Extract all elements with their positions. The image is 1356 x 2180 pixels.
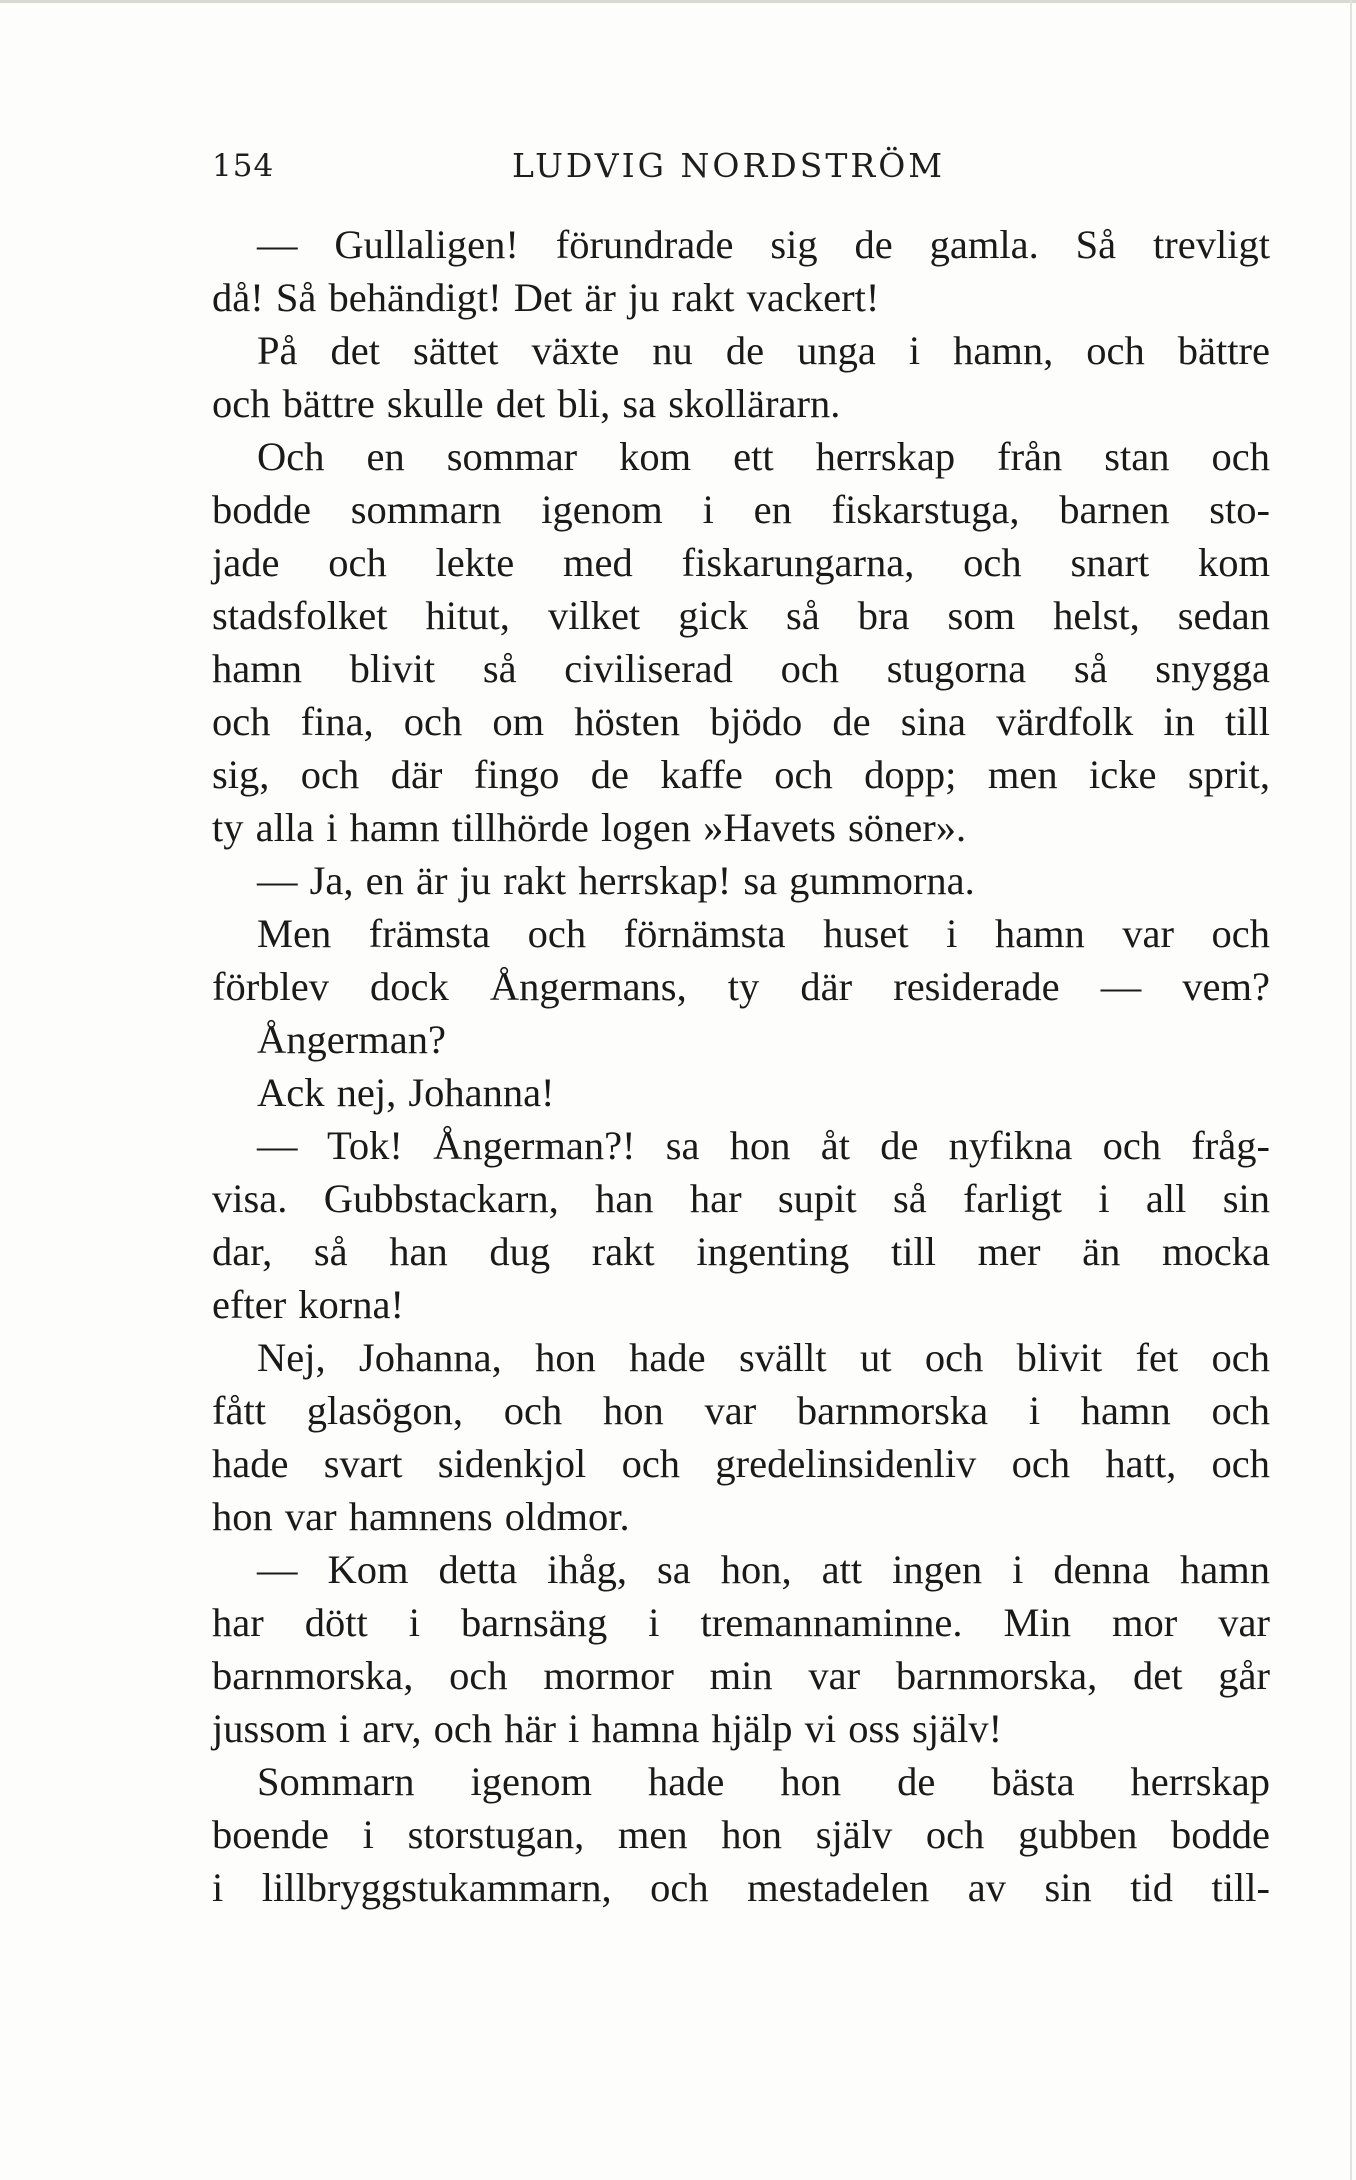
text-line: barnmorska, och mormor min var barnmorska, det går <box>212 1653 1270 1698</box>
text-line: stadsfolket hitut, vilket gick så bra som helst, sedan <box>212 593 1270 638</box>
text-line: efter korna! <box>212 1282 405 1327</box>
text-line: På det sättet växte nu de unga i hamn, och bättre <box>257 328 1270 373</box>
text-line: hade svart sidenkjol och gredelinsidenliv och hatt, och <box>212 1441 1270 1486</box>
text-line: — Tok! Ångerman?! sa hon åt de nyfikna och fråg- <box>257 1123 1270 1168</box>
text-line: Och en sommar kom ett herrskap från stan och <box>257 434 1270 479</box>
text-line: bodde sommarn igenom i en fiskarstuga, barnen sto- <box>212 487 1270 532</box>
text-line: fått glasögon, och hon var barnmorska i hamn och <box>212 1388 1270 1433</box>
text-line: har dött i barnsäng i tremannaminne. Min mor var <box>212 1600 1270 1645</box>
running-head: LUDVIG NORDSTRÖM <box>512 146 946 185</box>
text-line: ty alla i hamn tillhörde logen »Havets söner». <box>212 805 967 850</box>
text-line: hamn blivit så civiliserad och stugorna så snygga <box>212 646 1270 691</box>
text-line: och fina, och om hösten bjödo de sina värdfolk in till <box>212 699 1270 744</box>
text-line: dar, så han dug rakt ingenting till mer än mocka <box>212 1229 1270 1274</box>
text-line: Sommarn igenom hade hon de bästa herrskap <box>257 1759 1270 1804</box>
text-line: Ångerman? <box>257 1017 446 1062</box>
text-line: Ack nej, Johanna! <box>257 1070 555 1115</box>
page-number: 154 <box>212 148 275 184</box>
text-line: — Kom detta ihåg, sa hon, att ingen i denna hamn <box>257 1547 1270 1592</box>
text-line: — Gullaligen! förundrade sig de gamla. Så trevligt <box>257 222 1270 267</box>
text-line: boende i storstugan, men hon själv och gubben bodde <box>212 1812 1270 1857</box>
page-right-edge <box>1350 0 1352 2180</box>
text-line: jade och lekte med fiskarungarna, och snart kom <box>212 540 1270 585</box>
text-line: då! Så behändigt! Det är ju rakt vackert! <box>212 275 880 320</box>
page-top-edge <box>0 0 1356 3</box>
text-line: visa. Gubbstackarn, han har supit så farligt i all sin <box>212 1176 1270 1221</box>
text-line: Nej, Johanna, hon hade svällt ut och blivit fet och <box>257 1335 1270 1380</box>
text-line: jussom i arv, och här i hamna hjälp vi oss själv! <box>212 1706 1003 1751</box>
text-line: i lillbryggstukammarn, och mestadelen av sin tid till- <box>212 1865 1270 1910</box>
page-header <box>212 144 1272 194</box>
body-text <box>212 218 1270 1914</box>
text-line: — Ja, en är ju rakt herrskap! sa gummorna. <box>257 858 975 903</box>
text-line: sig, och där fingo de kaffe och dopp; men icke sprit, <box>212 752 1270 797</box>
text-line: och bättre skulle det bli, sa skollärarn. <box>212 381 841 426</box>
text-line: förblev dock Ångermans, ty där residerade — vem? <box>212 964 1270 1009</box>
text-line: hon var hamnens oldmor. <box>212 1494 630 1539</box>
text-line: Men främsta och förnämsta huset i hamn var och <box>257 911 1270 956</box>
